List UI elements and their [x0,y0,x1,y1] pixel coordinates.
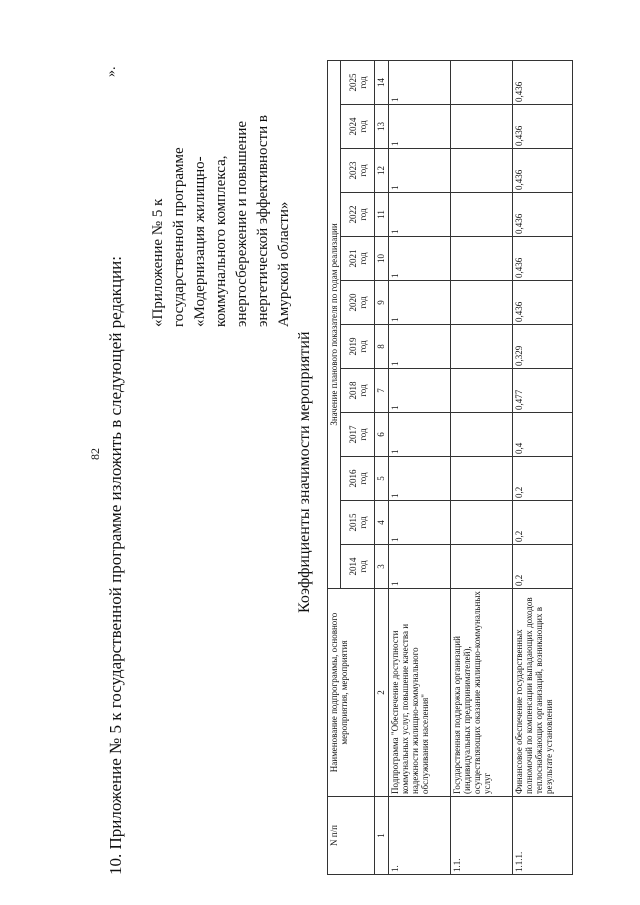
column-index: 8 [375,325,389,369]
value-cell: 1 [389,369,451,413]
year-header: 2023 год [341,149,375,193]
value-cell: 0,2 [513,545,573,589]
column-index: 13 [375,105,389,149]
value-cell [451,413,513,457]
value-cell [451,457,513,501]
value-cell: 0,436 [513,61,573,105]
value-cell [451,369,513,413]
year-header: 2016 год [341,457,375,501]
value-cell: 1 [389,193,451,237]
appendix-heading [148,27,295,327]
value-cell: 1 [389,457,451,501]
value-cell: 1 [389,501,451,545]
intro-text: 10. Приложение № 5 к государственной программе изложить в следующей редакции: [106,256,125,875]
value-cell [451,501,513,545]
coefficients-table [327,60,573,875]
column-index: 4 [375,501,389,545]
year-header: 2020 год [341,281,375,325]
column-index: 7 [375,369,389,413]
value-cell [451,149,513,193]
column-index: 3 [375,545,389,589]
value-cell: 0,436 [513,281,573,325]
column-index: 1 [375,797,389,875]
appendix-heading-line: энергетической эффективности в [255,115,271,327]
column-index: 5 [375,457,389,501]
table-row [513,61,573,875]
column-index: 11 [375,193,389,237]
row-number: 1.1. [451,797,513,875]
column-index: 2 [375,589,389,797]
value-cell [451,325,513,369]
row-number: 1.1.1. [513,797,573,875]
closing-quote-mark: ». [104,66,119,77]
row-number: 1. [389,797,451,875]
value-cell: 0,436 [513,149,573,193]
value-cell [451,281,513,325]
table-row [451,61,513,875]
value-cell: 1 [389,545,451,589]
value-cell: 0,329 [513,325,573,369]
year-header: 2014 год [341,545,375,589]
appendix-heading-line: энергосбережение и повышение [234,120,250,327]
appendix-heading-line: Амурской области» [276,201,292,327]
value-cell [451,237,513,281]
value-cell: 1 [389,105,451,149]
year-header: 2017 год [341,413,375,457]
year-header: 2019 год [341,325,375,369]
row-name: Государственная поддержка организаций (индивидуальных предпринимателей), осуществляющих оказание жилищно-коммунальных услуг [451,589,513,797]
appendix-heading-line: коммунального комплекса, [213,155,229,327]
page-number: 82 [88,448,102,460]
years-group-header: Значение планового показателя по годам реализации [328,61,341,589]
column-name-header: Наименование подпрограммы, основного мероприятия, мероприятия [328,589,375,797]
column-index: 12 [375,149,389,193]
value-cell [451,545,513,589]
year-header: 2024 год [341,105,375,149]
year-header: 2018 год [341,369,375,413]
value-cell: 0,436 [513,193,573,237]
table-title: Коэффициенты значимости мероприятий [296,331,313,613]
year-header: 2021 год [341,237,375,281]
appendix-heading-line: государственной программе [171,147,187,327]
column-index-row [375,61,389,875]
value-cell [451,193,513,237]
value-cell [451,61,513,105]
row-name: Подпрограмма "Обеспечение доступности коммунальных услуг, повышение качества и надежности жилищно-коммунального обслуживания населения" [389,589,451,797]
year-header: 2025 год [341,61,375,105]
value-cell: 1 [389,413,451,457]
appendix-heading-line: «Модернизация жилищно- [192,156,208,327]
value-cell: 0,2 [513,457,573,501]
value-cell: 0,436 [513,237,573,281]
value-cell: 1 [389,61,451,105]
value-cell: 0,2 [513,501,573,545]
row-name: Финансовое обеспечение государственных полномочий по компенсации выпадающих доходов теплоснабжающих организаций, возникающих в результате установления [513,589,573,797]
appendix-heading-line: «Приложение № 5 к [150,198,166,327]
value-cell: 0,436 [513,105,573,149]
year-header: 2022 год [341,193,375,237]
value-cell [451,105,513,149]
value-cell: 0,4 [513,413,573,457]
column-index: 14 [375,61,389,105]
table-row [389,61,451,875]
value-cell: 1 [389,325,451,369]
value-cell: 1 [389,149,451,193]
year-header: 2015 год [341,501,375,545]
column-index: 6 [375,413,389,457]
value-cell: 1 [389,237,451,281]
column-index: 9 [375,281,389,325]
column-index: 10 [375,237,389,281]
value-cell: 1 [389,281,451,325]
column-number-header: N п/п [328,797,375,875]
value-cell: 0,477 [513,369,573,413]
